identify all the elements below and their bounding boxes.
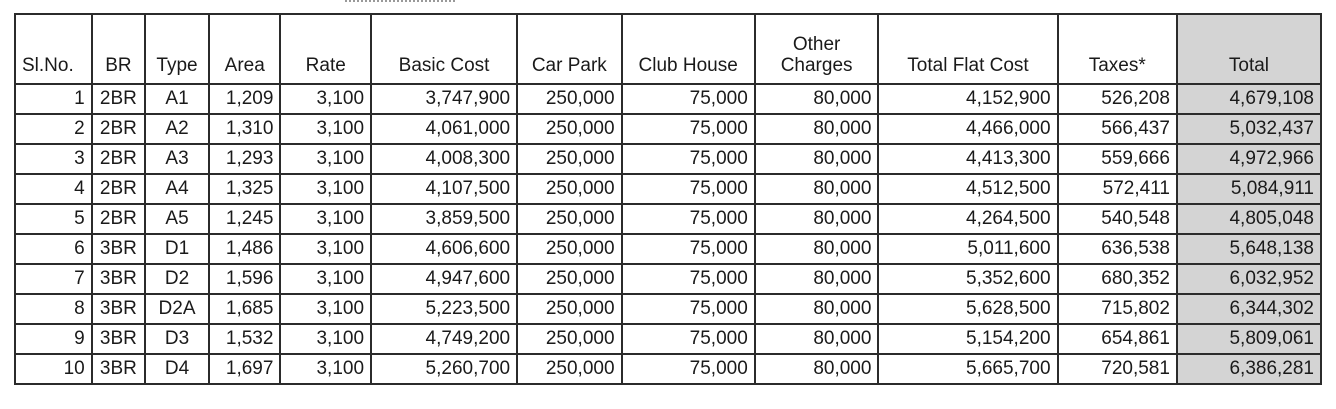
cell-br: 2BR [92,204,145,234]
cell-rate: 3,100 [280,354,371,384]
cell-other: 80,000 [755,294,879,324]
cell-sl: 1 [15,84,92,114]
cell-basic: 4,061,000 [371,114,517,144]
cell-total: 5,648,138 [1177,234,1321,264]
cell-car: 250,000 [517,264,621,294]
cell-car: 250,000 [517,114,621,144]
table-row [15,84,1321,114]
cell-area: 1,209 [209,84,280,114]
table-row [15,234,1321,264]
cell-other: 80,000 [755,84,879,114]
cell-type: D3 [145,324,209,354]
cell-club: 75,000 [622,234,755,264]
cell-taxes: 715,802 [1058,294,1177,324]
header-club-house: Club House [622,14,755,84]
table-header [15,14,1321,84]
cell-rate: 3,100 [280,204,371,234]
cell-club: 75,000 [622,114,755,144]
cell-basic: 4,008,300 [371,144,517,174]
cell-area: 1,293 [209,144,280,174]
table-row [15,114,1321,144]
cell-car: 250,000 [517,294,621,324]
header-total-flat-cost: Total Flat Cost [878,14,1057,84]
header-basic-cost: Basic Cost [371,14,517,84]
cell-type: A1 [145,84,209,114]
cell-type: D1 [145,234,209,264]
cell-sl: 9 [15,324,92,354]
cell-flat: 4,152,900 [878,84,1057,114]
cell-taxes: 680,352 [1058,264,1177,294]
cell-flat: 5,352,600 [878,264,1057,294]
cell-rate: 3,100 [280,84,371,114]
cell-other: 80,000 [755,354,879,384]
cell-car: 250,000 [517,144,621,174]
table-row [15,294,1321,324]
cell-sl: 4 [15,174,92,204]
cell-sl: 10 [15,354,92,384]
cell-rate: 3,100 [280,114,371,144]
cell-area: 1,245 [209,204,280,234]
cell-type: D2 [145,264,209,294]
cell-rate: 3,100 [280,294,371,324]
cell-flat: 5,628,500 [878,294,1057,324]
cell-taxes: 654,861 [1058,324,1177,354]
cell-other: 80,000 [755,144,879,174]
cell-taxes: 566,437 [1058,114,1177,144]
cell-br: 3BR [92,294,145,324]
cell-taxes: 720,581 [1058,354,1177,384]
cell-flat: 5,665,700 [878,354,1057,384]
cell-club: 75,000 [622,84,755,114]
cell-br: 3BR [92,324,145,354]
cell-br: 3BR [92,354,145,384]
cell-basic: 3,747,900 [371,84,517,114]
table-row [15,354,1321,384]
header-row [15,14,1321,84]
cell-area: 1,486 [209,234,280,264]
cell-area: 1,325 [209,174,280,204]
price-table [14,13,1322,385]
table-row [15,264,1321,294]
table-body [15,84,1321,384]
cell-type: A2 [145,114,209,144]
cell-flat: 4,413,300 [878,144,1057,174]
cell-club: 75,000 [622,174,755,204]
header-sl-no: Sl.No. [15,14,92,84]
cell-car: 250,000 [517,174,621,204]
cell-car: 250,000 [517,204,621,234]
cell-total: 5,809,061 [1177,324,1321,354]
cell-rate: 3,100 [280,144,371,174]
header-car-park: Car Park [517,14,621,84]
price-table-container [14,13,1322,385]
cell-total: 5,084,911 [1177,174,1321,204]
header-area: Area [209,14,280,84]
cell-club: 75,000 [622,144,755,174]
cell-sl: 7 [15,264,92,294]
cell-br: 2BR [92,114,145,144]
header-other-charges [755,14,879,84]
cell-sl: 2 [15,114,92,144]
cell-total: 6,032,952 [1177,264,1321,294]
table-row [15,144,1321,174]
cell-flat: 5,154,200 [878,324,1057,354]
cell-car: 250,000 [517,84,621,114]
cell-basic: 4,107,500 [371,174,517,204]
cell-club: 75,000 [622,354,755,384]
cell-area: 1,685 [209,294,280,324]
cell-basic: 4,606,600 [371,234,517,264]
cell-club: 75,000 [622,324,755,354]
table-row [15,174,1321,204]
cell-club: 75,000 [622,294,755,324]
cell-taxes: 559,666 [1058,144,1177,174]
cropped-heading-fragment [345,0,455,7]
cell-basic: 5,223,500 [371,294,517,324]
header-other-line1: Other [792,34,841,56]
cell-total: 4,679,108 [1177,84,1321,114]
cell-sl: 8 [15,294,92,324]
cell-type: D4 [145,354,209,384]
cell-other: 80,000 [755,204,879,234]
cell-br: 2BR [92,174,145,204]
cell-rate: 3,100 [280,234,371,264]
header-rate: Rate [280,14,371,84]
cell-basic: 4,947,600 [371,264,517,294]
cell-br: 2BR [92,84,145,114]
cell-area: 1,310 [209,114,280,144]
cell-taxes: 540,548 [1058,204,1177,234]
cell-other: 80,000 [755,114,879,144]
cell-type: A4 [145,174,209,204]
cell-taxes: 636,538 [1058,234,1177,264]
cell-area: 1,532 [209,324,280,354]
cell-type: D2A [145,294,209,324]
cell-car: 250,000 [517,324,621,354]
cell-flat: 4,466,000 [878,114,1057,144]
cell-rate: 3,100 [280,174,371,204]
cell-car: 250,000 [517,234,621,264]
cell-rate: 3,100 [280,324,371,354]
cell-total: 4,805,048 [1177,204,1321,234]
cell-other: 80,000 [755,324,879,354]
cell-br: 3BR [92,234,145,264]
cell-basic: 3,859,500 [371,204,517,234]
cell-basic: 4,749,200 [371,324,517,354]
cell-total: 6,386,281 [1177,354,1321,384]
cell-type: A3 [145,144,209,174]
cell-total: 4,972,966 [1177,144,1321,174]
cell-other: 80,000 [755,234,879,264]
cell-other: 80,000 [755,264,879,294]
header-other-line2: Charges [780,55,853,77]
cell-br: 3BR [92,264,145,294]
cell-car: 250,000 [517,354,621,384]
table-row [15,204,1321,234]
cell-type: A5 [145,204,209,234]
cell-flat: 4,512,500 [878,174,1057,204]
cell-flat: 4,264,500 [878,204,1057,234]
cell-area: 1,596 [209,264,280,294]
cell-total: 6,344,302 [1177,294,1321,324]
cell-total: 5,032,437 [1177,114,1321,144]
cell-taxes: 572,411 [1058,174,1177,204]
cell-sl: 3 [15,144,92,174]
header-taxes: Taxes* [1058,14,1177,84]
cell-sl: 6 [15,234,92,264]
cell-flat: 5,011,600 [878,234,1057,264]
header-total: Total [1177,14,1321,84]
cell-sl: 5 [15,204,92,234]
cell-club: 75,000 [622,204,755,234]
header-br: BR [92,14,145,84]
cell-basic: 5,260,700 [371,354,517,384]
header-type: Type [145,14,209,84]
cell-taxes: 526,208 [1058,84,1177,114]
cell-club: 75,000 [622,264,755,294]
cell-other: 80,000 [755,174,879,204]
cell-br: 2BR [92,144,145,174]
table-row [15,324,1321,354]
cell-area: 1,697 [209,354,280,384]
cell-rate: 3,100 [280,264,371,294]
